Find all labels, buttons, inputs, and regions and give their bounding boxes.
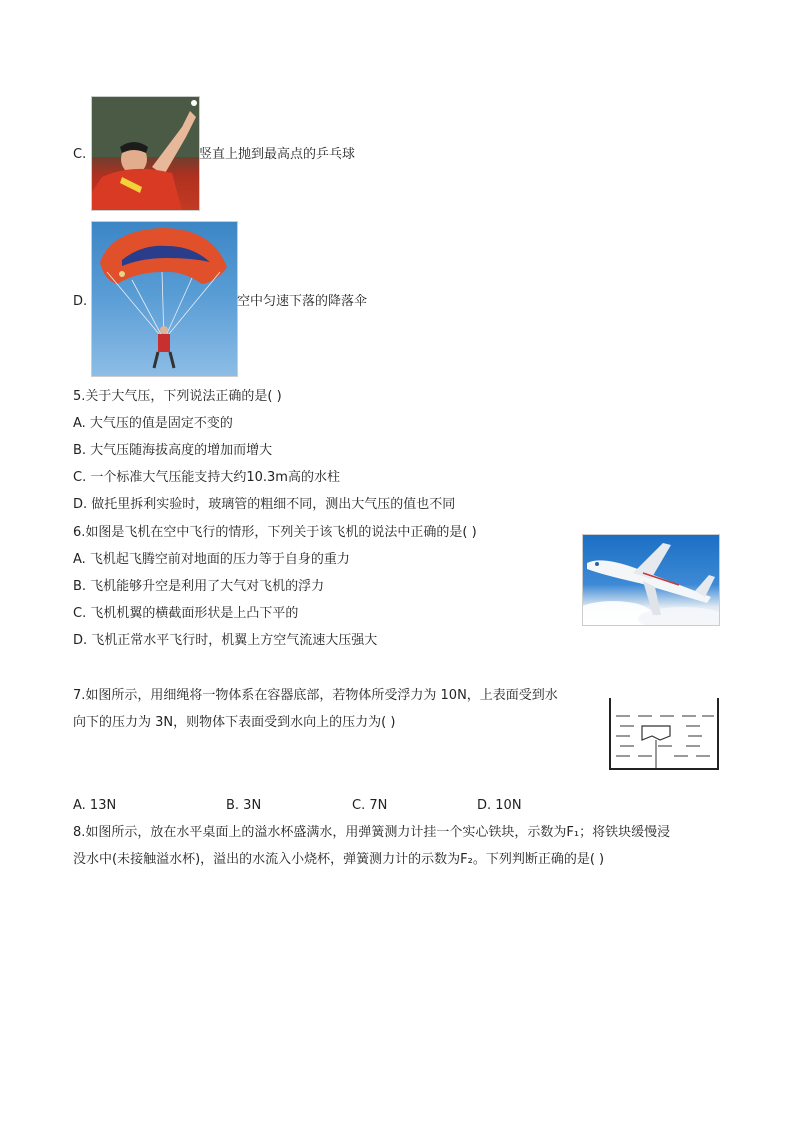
option-c-text: 竖直上抛到最高点的乒乓球 (199, 147, 356, 162)
q5-stem: 5.关于大气压，下列说法正确的是( ) (73, 389, 282, 404)
q7-option-c: C. 7N (352, 798, 388, 813)
q7-option-d: D. 10N (477, 798, 522, 813)
option-d-letter: D. (73, 294, 88, 309)
q7-option-b: B. 3N (226, 798, 262, 813)
q6-option-c: C. 飞机机翼的横截面形状是上凸下平的 (73, 606, 299, 621)
q6-stem: 6.如图是飞机在空中飞行的情形，下列关于该飞机的说法中正确的是( ) (73, 525, 477, 540)
q8-stem-line2: 没水中(未接触溢水杯)，溢出的水流入小烧杯，弹簧测力计的示数为F₂。下列判断正确的是( ) (73, 852, 605, 867)
option-c-letter: C. (73, 147, 87, 162)
q8-stem-line1: 8.如图所示，放在水平桌面上的溢水杯盛满水，用弹簧测力计挂一个实心铁块，示数为F₁；将铁块缓慢浸 (73, 825, 671, 840)
q5-option-a: A. 大气压的值是固定不变的 (73, 416, 233, 431)
q6-option-b: B. 飞机能够升空是利用了大气对飞机的浮力 (73, 579, 325, 594)
container-diagram (608, 696, 720, 772)
option-d-text: 空中匀速下落的降落伞 (237, 294, 368, 309)
q6-option-a: A. 飞机起飞腾空前对地面的压力等于自身的重力 (73, 552, 350, 567)
q5-option-c: C. 一个标准大气压能支持大约10.3m高的水柱 (73, 470, 340, 485)
airplane-photo (582, 534, 720, 626)
parachute-photo (91, 221, 238, 377)
q5-option-d: D. 做托里拆利实验时，玻璃管的粗细不同，测出大气压的值也不同 (73, 497, 456, 512)
q6-option-d: D. 飞机正常水平飞行时，机翼上方空气流速大压强大 (73, 633, 378, 648)
q7-stem-line2: 向下的压力为 3N，则物体下表面受到水向上的压力为( ) (73, 715, 396, 730)
table-tennis-player-photo (91, 96, 200, 211)
q7-option-a: A. 13N (73, 798, 117, 813)
q7-stem-line1: 7.如图所示，用细绳将一物体系在容器底部，若物体所受浮力为 10N，上表面受到水 (73, 688, 558, 703)
q5-option-b: B. 大气压随海拔高度的增加而增大 (73, 443, 273, 458)
